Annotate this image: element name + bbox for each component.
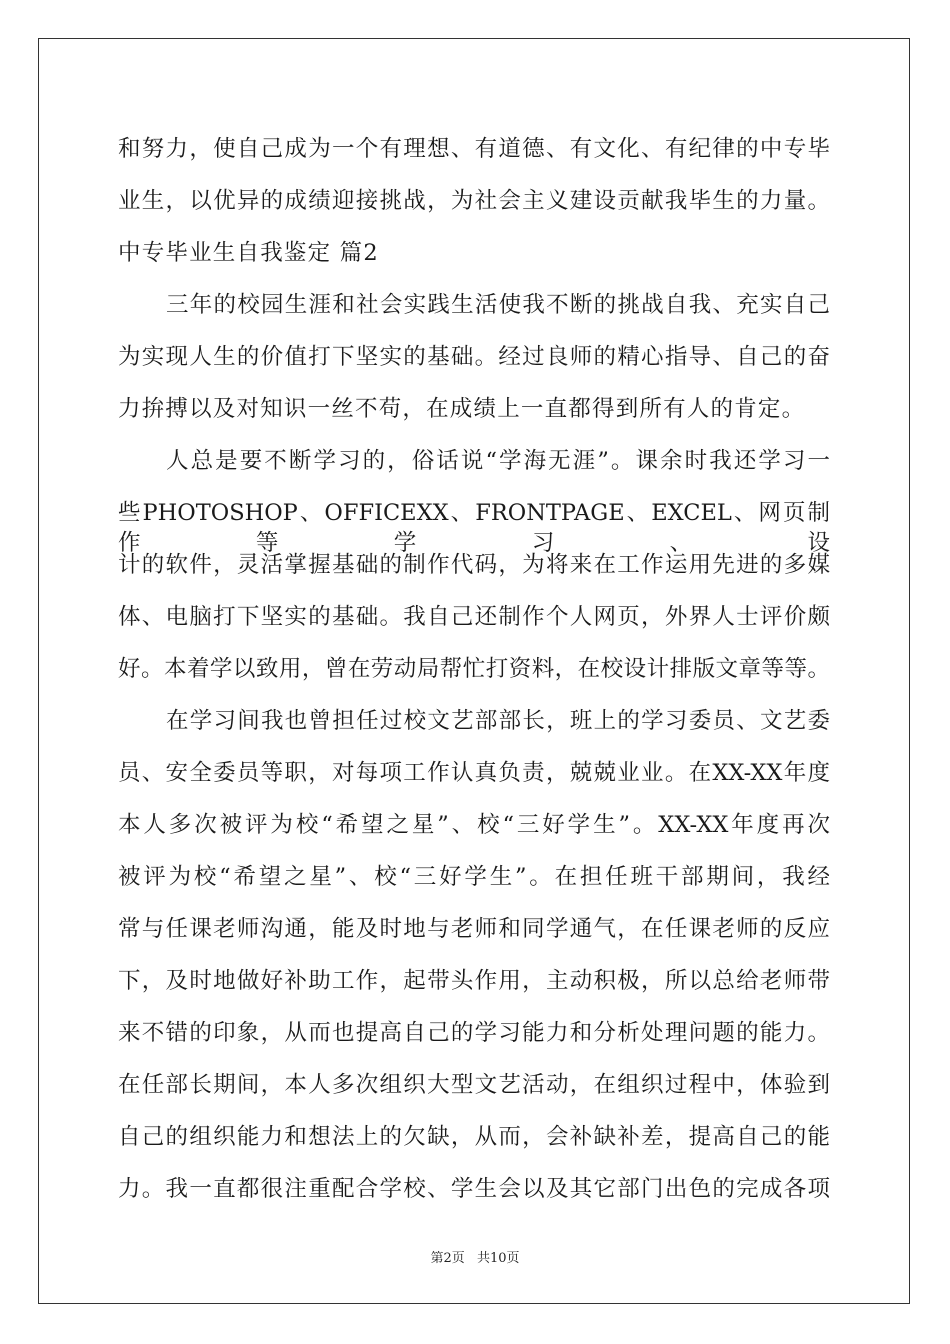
section-heading: 中专毕业生自我鉴定 篇2 xyxy=(118,240,379,266)
text-line: 本人多次被评为校“希望之星”、校“三好学生”。XX-XX年度再次 xyxy=(118,812,830,838)
paragraph-first-line: 人总是要不断学习的，俗话说“学海无涯”。课余时我还学习一 xyxy=(166,448,830,474)
text-line: 些PHOTOSHOP、OFFICEXX、FRONTPAGE、EXCEL、网页制作等学习、设 xyxy=(118,500,830,556)
text-line: 业生，以优异的成绩迎接挑战，为社会主义建设贡献我毕生的力量。 xyxy=(118,188,830,214)
text-line: 好。本着学以致用，曾在劳动局帮忙打资料，在校设计排版文章等等。 xyxy=(118,656,830,682)
text-line: 力。我一直都很注重配合学校、学生会以及其它部门出色的完成各项 xyxy=(118,1176,830,1202)
text-line: 常与任课老师沟通，能及时地与老师和同学通气，在任课老师的反应 xyxy=(118,916,830,942)
text-line: 计的软件，灵活掌握基础的制作代码，为将来在工作运用先进的多媒 xyxy=(118,552,830,578)
text-line: 下，及时地做好补助工作，起带头作用，主动积极，所以总给老师带 xyxy=(118,968,830,994)
page-number: 第2页 xyxy=(430,1251,465,1266)
text-line: 被评为校“希望之星”、校“三好学生”。在担任班干部期间，我经 xyxy=(118,864,830,890)
paragraph-first-line: 在学习间我也曾担任过校文艺部部长，班上的学习委员、文艺委 xyxy=(166,708,830,734)
paragraph-first-line: 三年的校园生涯和社会实践生活使我不断的挑战自我、充实自己 xyxy=(166,292,830,318)
page-total: 共10页 xyxy=(476,1251,520,1266)
text-line: 来不错的印象，从而也提高自己的学习能力和分析处理问题的能力。 xyxy=(118,1020,830,1046)
text-line: 体、电脑打下坚实的基础。我自己还制作个人网页，外界人士评价颇 xyxy=(118,604,830,630)
text-line: 力拚搏以及对知识一丝不苟，在成绩上一直都得到所有人的肯定。 xyxy=(118,396,806,422)
text-line: 自己的组织能力和想法上的欠缺，从而，会补缺补差，提高自己的能 xyxy=(118,1124,830,1150)
text-line: 和努力，使自己成为一个有理想、有道德、有文化、有纪律的中专毕 xyxy=(118,136,830,162)
text-line: 为实现人生的价值打下坚实的基础。经过良师的精心指导、自己的奋 xyxy=(118,344,830,370)
text-line: 在任部长期间，本人多次组织大型文艺活动，在组织过程中，体验到 xyxy=(118,1072,830,1098)
text-line: 员、安全委员等职，对每项工作认真负责，兢兢业业。在XX-XX年度 xyxy=(118,760,830,786)
page-footer xyxy=(0,1247,950,1266)
